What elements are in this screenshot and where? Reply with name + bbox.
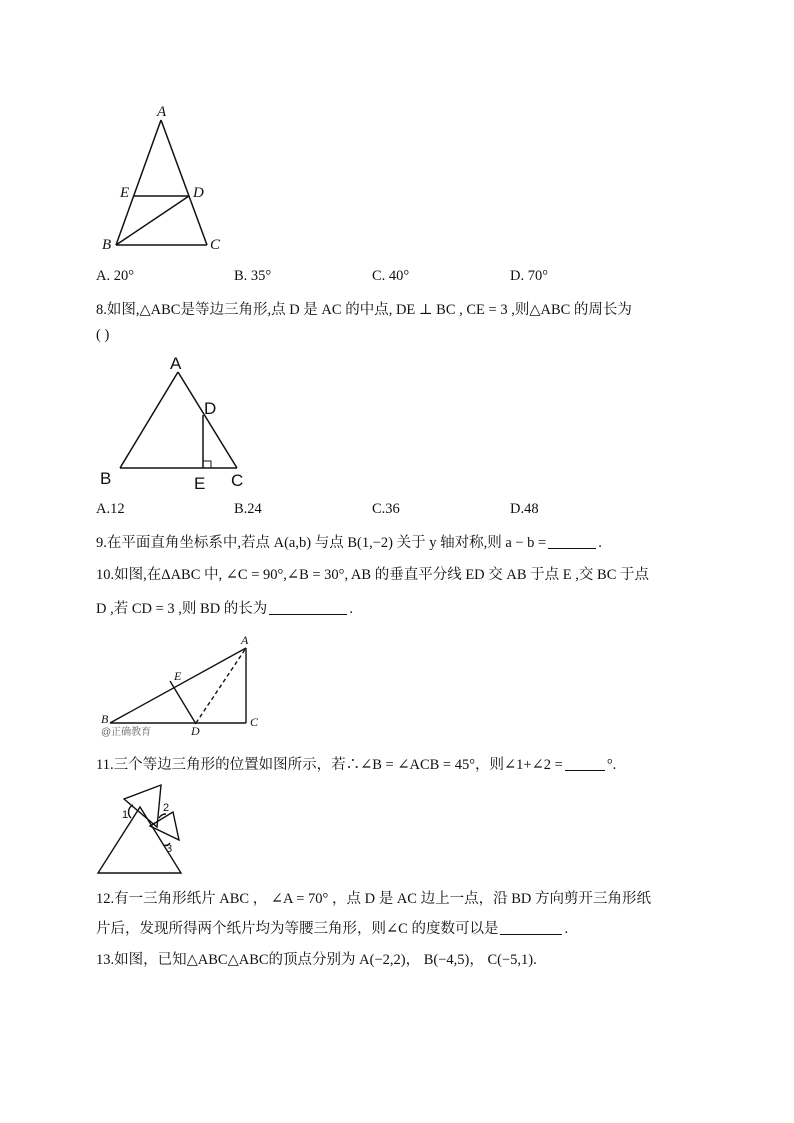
fig8-label-d: D	[204, 399, 217, 418]
q11-tail: °.	[606, 757, 617, 773]
fig10-label-d: D	[191, 724, 200, 738]
q8-question-line1: 8.如图,△ABC是等边三角形,点 D 是 AC 的中点, DE ⊥ BC , CE = 3 ,则△ABC 的周长为	[96, 302, 632, 318]
q7-option-d: D. 70°	[510, 268, 549, 284]
q10-text-line2: D ,若 CD = 3 ,则 BD 的长为	[96, 601, 268, 617]
fig7-label-d: D	[193, 185, 204, 201]
fig10-label-e: E	[174, 669, 182, 683]
q8-option-d: D.48	[510, 501, 539, 517]
q10-question-line1: 10.如图,在ΔABC 中, ∠C = 90°,∠B = 30°, AB 的垂直平分线 ED 交 AB 于点 E ,交 BC 于点	[96, 567, 649, 583]
q7-option-a: A. 20°	[96, 268, 135, 284]
fig10-label-c: C	[250, 715, 259, 729]
fig8-label-b: B	[100, 469, 112, 488]
fig7-label-c: C	[210, 237, 221, 253]
q9-tail: .	[598, 535, 602, 551]
q12-answer-blank[interactable]	[500, 920, 562, 935]
q12-tail: .	[564, 921, 569, 937]
fig8-label-e: E	[194, 474, 206, 493]
fig8-label-c: C	[231, 471, 244, 490]
q8-option-b: B.24	[234, 501, 262, 517]
q7-option-c: C. 40°	[372, 268, 410, 284]
fig7-label-b: B	[102, 237, 112, 253]
fig8-label-a: A	[170, 354, 182, 373]
fig10-label-b: B	[101, 712, 109, 726]
q12-question-line1: 12.有一三角形纸片 ABC ， ∠A = 70° ，点 D 是 AC 边上一点，沿 BD 方向剪开三角形纸	[96, 891, 651, 907]
fig10-watermark: @正确教育	[101, 727, 152, 738]
q8-option-c: C.36	[372, 501, 400, 517]
q12-text-line2: 片后，发现所得两个纸片均为等腰三角形，则∠C 的度数可以是	[96, 921, 499, 937]
q12-question-line2	[96, 917, 568, 938]
q10-tail: .	[349, 601, 353, 617]
q13-question: 13.如图，已知△ABC△ABC的顶点分别为 A(−2,2)， B(−4,5)， C(−5,1).	[96, 952, 537, 968]
q11-text: 11.三个等边三角形的位置如图所示，若∴∠B = ∠ACB = 45°，则∠1+∠2 =	[96, 757, 563, 773]
fig11-angle-1: 1	[122, 809, 129, 821]
fig7-label-a: A	[157, 104, 167, 120]
fig7-label-e: E	[120, 185, 130, 201]
q8-option-a: A.12	[96, 501, 125, 517]
q7-option-b: B. 35°	[234, 268, 272, 284]
fig11-angle-3: 3	[166, 843, 173, 855]
fig10-label-a: A	[241, 633, 249, 647]
fig11-angle-2: 2	[163, 802, 170, 814]
q8-question-line2: ( )	[96, 327, 110, 343]
q9-text: 9.在平面直角坐标系中,若点 A(a,b) 与点 B(1,−2) 关于 y 轴对称,则 a − b =	[96, 535, 547, 551]
